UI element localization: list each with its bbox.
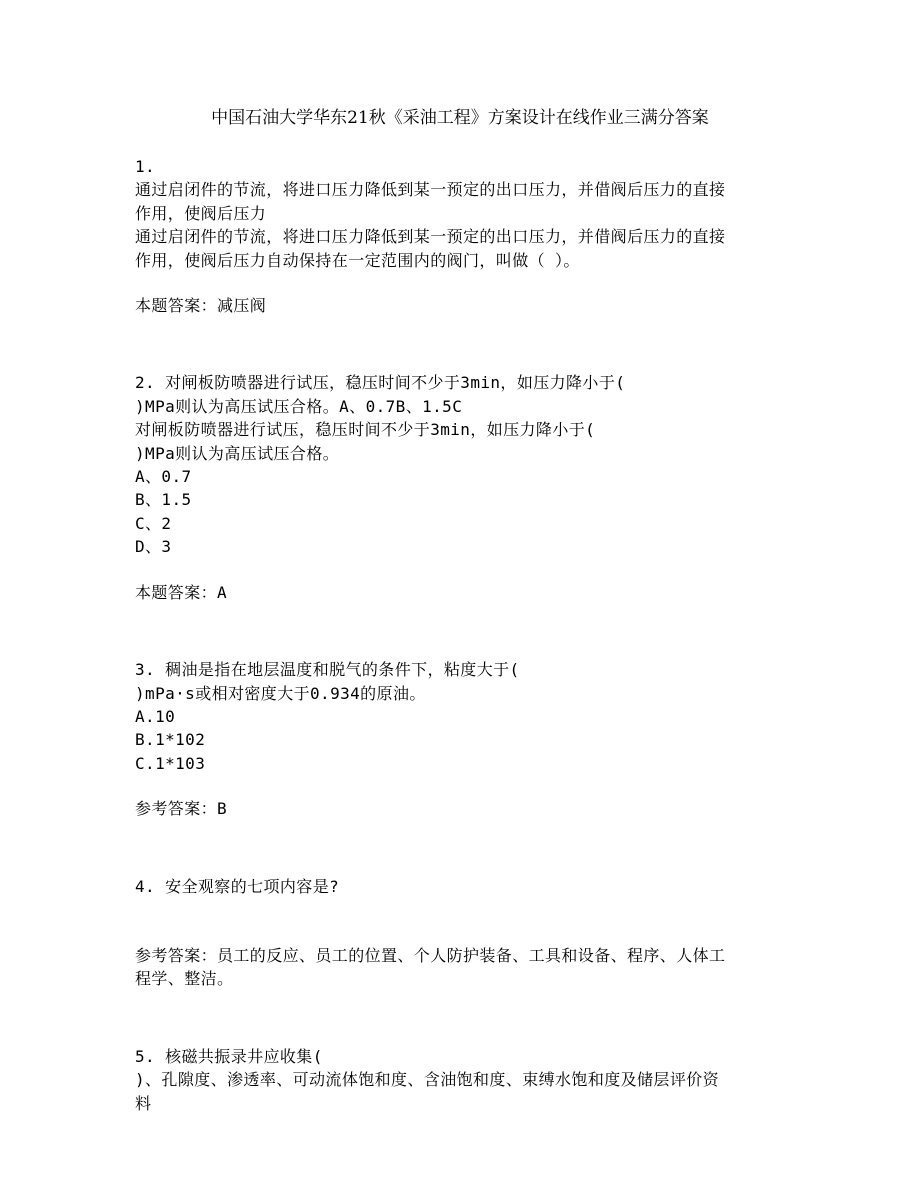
question-1 [135,155,795,317]
question-5-line: )、孔隙度、渗透率、可动流体饱和度、含油饱和度、束缚水饱和度及储层评价资 [135,1070,720,1090]
question-3-option: C.1*103 [135,753,206,773]
question-1-line: 作用，使阀后压力 [135,203,267,223]
question-2-option: C、2 [135,513,172,533]
question-5-line: 料 [135,1093,152,1113]
question-3 [135,658,795,820]
question-2-option: A、0.7 [135,467,192,487]
question-1-line: 通过启闭件的节流，将进口压力降低到某一预定的出口压力，并借阀后压力的直接 [135,180,726,200]
question-2-line: )MPa则认为高压试压合格。 [135,443,340,463]
question-1-answer: 本题答案：减压阀 [135,296,267,316]
question-3-option: B.1*102 [135,730,206,750]
question-4-answer: 参考答案：员工的反应、员工的位置、个人防护装备、工具和设备、程序、人体工 [135,945,726,965]
question-2-line: 2. 对闸板防喷器进行试压，稳压时间不少于3min，如压力降小于( [135,373,626,393]
question-2-option: B、1.5 [135,490,192,510]
document-content [135,155,795,1115]
document-title: 中国石油大学华东21秋《采油工程》方案设计在线作业三满分答案 [211,108,709,128]
question-2-line: 对闸板防喷器进行试压，稳压时间不少于3min，如压力降小于( [135,420,596,440]
question-4-answer: 程学、整洁。 [135,969,234,989]
question-2 [135,371,795,604]
question-2-line: )MPa则认为高压试压合格。A、0.7B、1.5C [135,396,463,416]
question-3-option: A.10 [135,706,176,726]
question-1-line: 作用，使阀后压力自动保持在一定范围内的阀门，叫做（ ）。 [135,250,580,270]
question-4 [135,875,795,991]
question-2-option: D、3 [135,537,172,557]
question-3-line: )mPa·s或相对密度大于0.934的原油。 [135,683,426,703]
question-4-line: 4. 安全观察的七项内容是? [135,876,340,896]
question-3-line: 3. 稠油是指在地层温度和脱气的条件下，粘度大于( [135,660,520,680]
question-5 [135,1045,795,1115]
question-2-answer: 本题答案：A [135,582,228,602]
question-1-line: 通过启闭件的节流，将进口压力降低到某一预定的出口压力，并借阀后压力的直接 [135,227,726,247]
question-3-answer: 参考答案：B [135,799,228,819]
question-5-line: 5. 核磁共振录井应收集( [135,1046,323,1066]
question-1-line: 1. [135,157,156,176]
